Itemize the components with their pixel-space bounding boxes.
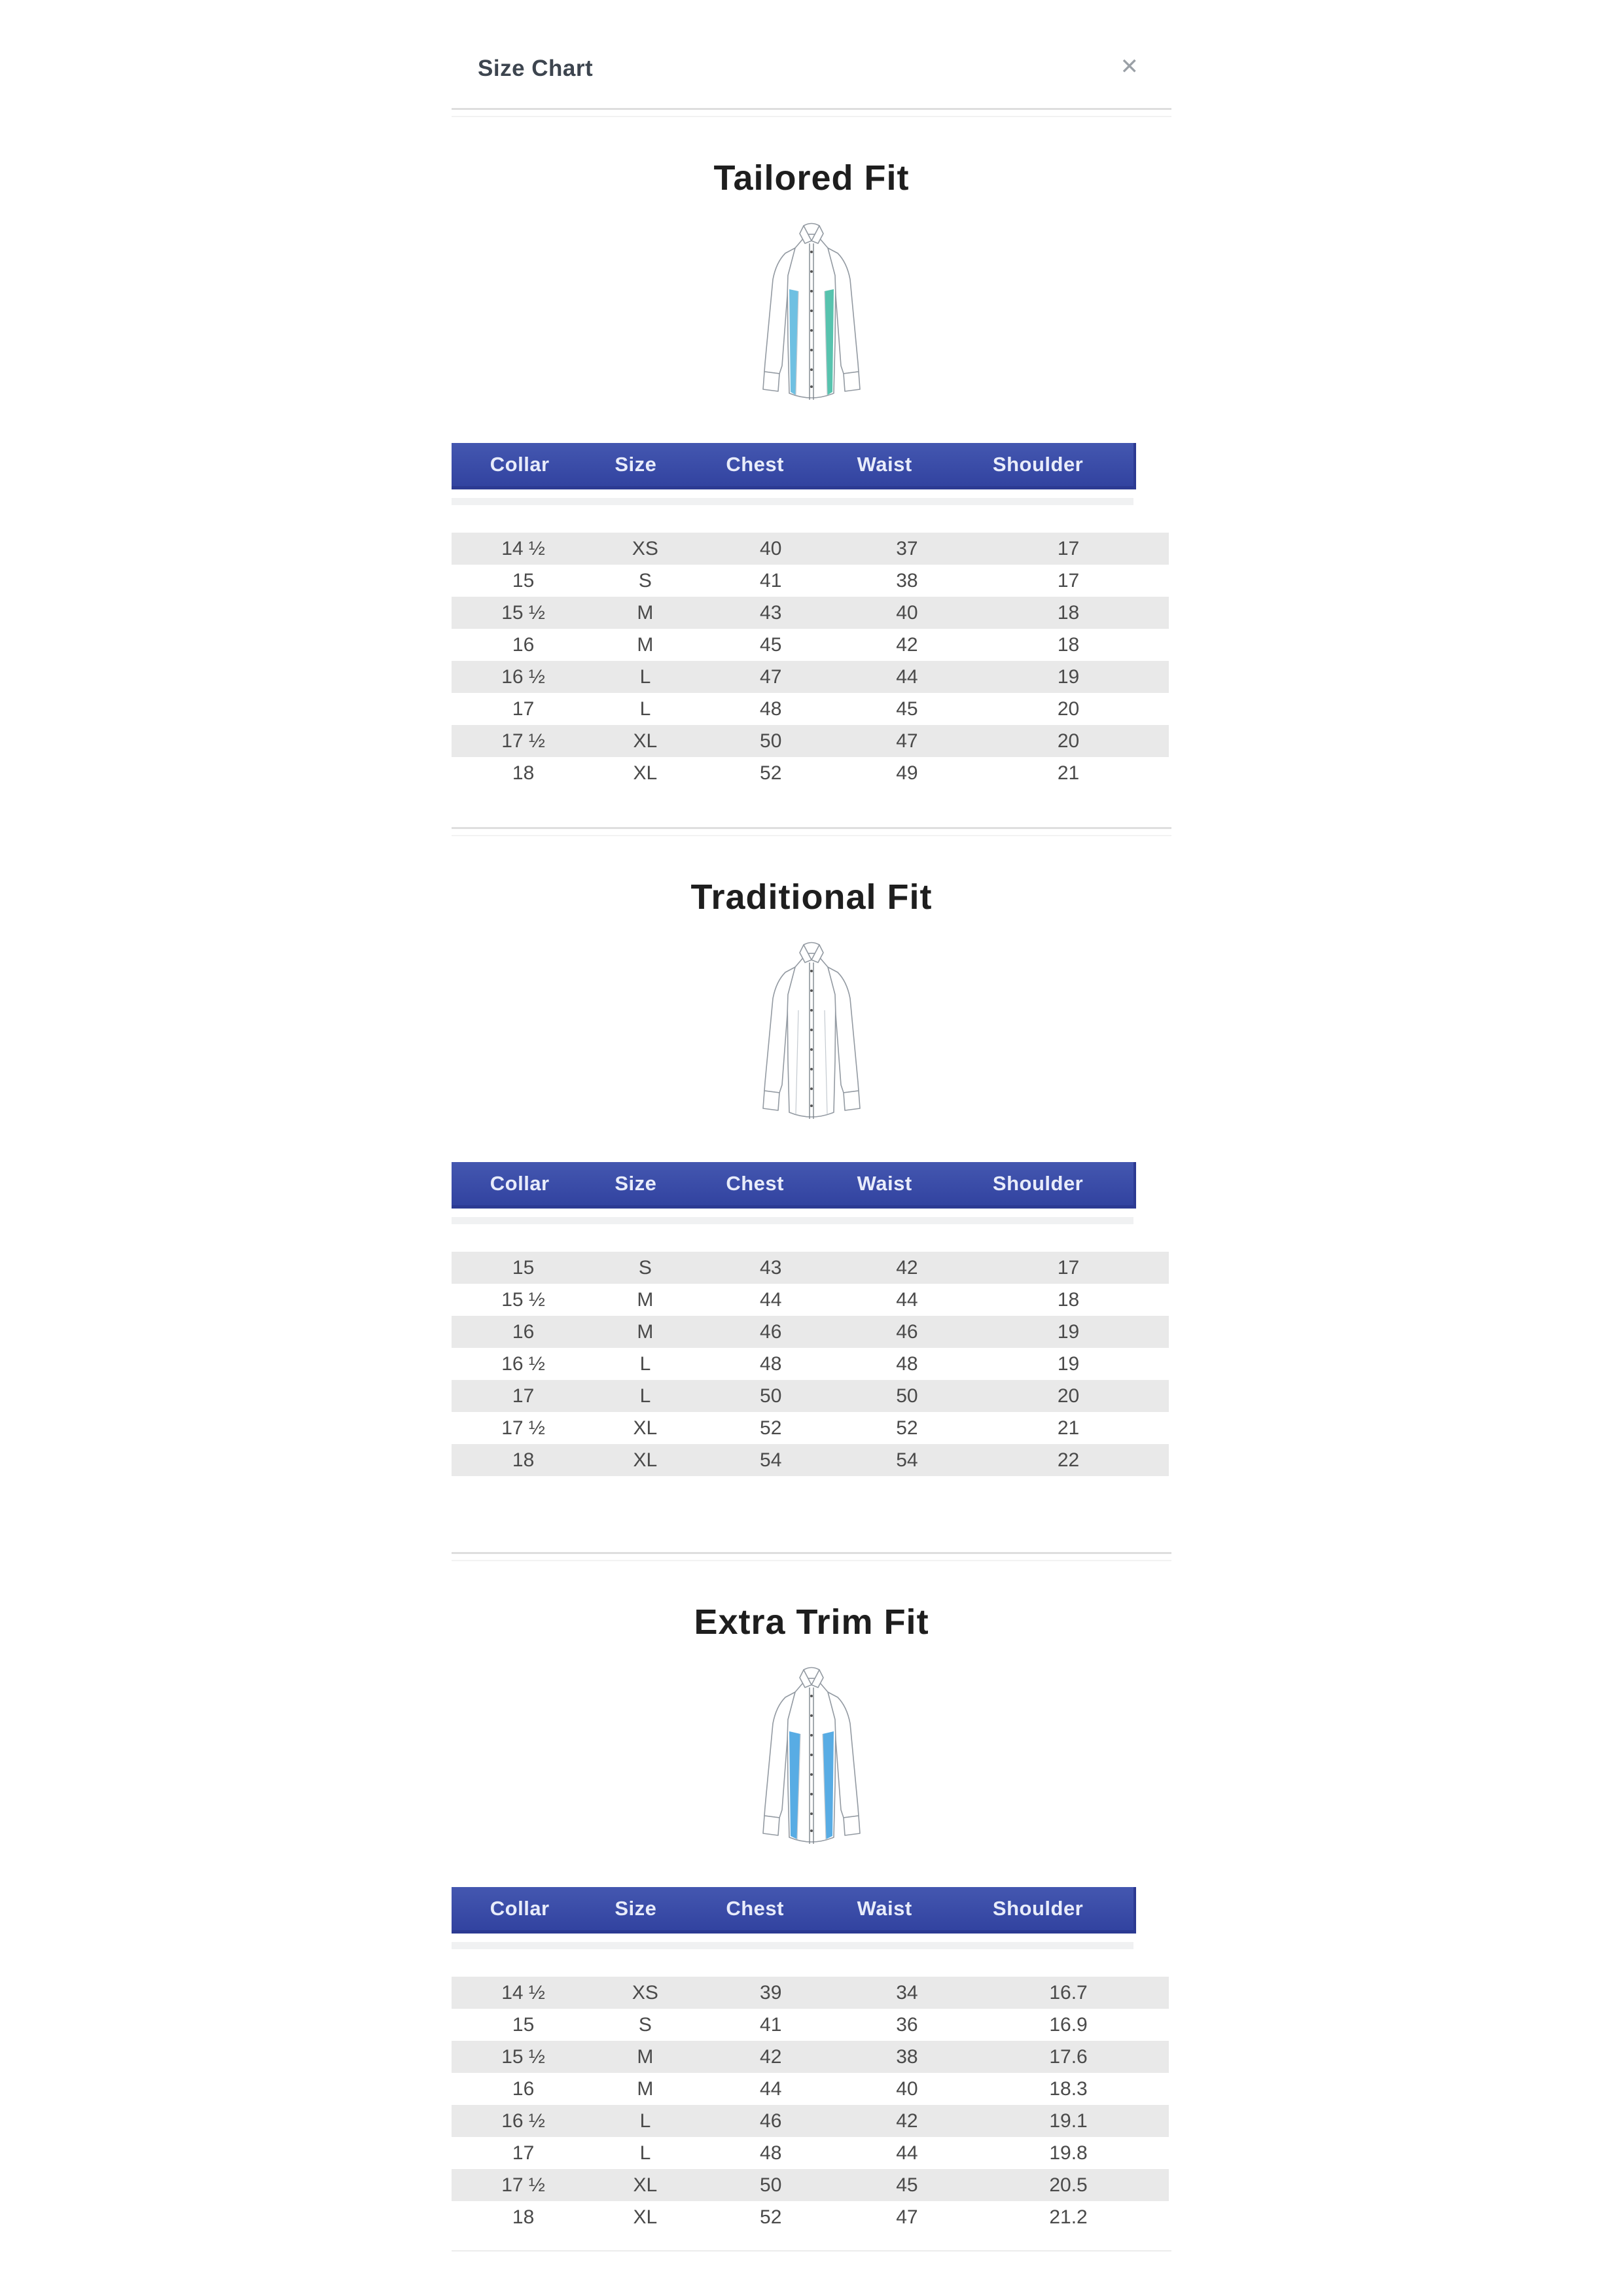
cell-collar: 15 xyxy=(512,1256,535,1279)
table-header-row xyxy=(452,1162,1136,1209)
column-header-size: Size xyxy=(615,453,657,476)
cell-shoulder: 17 xyxy=(1057,569,1080,592)
cell-waist: 40 xyxy=(896,2077,918,2100)
cell-collar: 17 ½ xyxy=(501,730,545,752)
cell-collar: 15 xyxy=(512,569,535,592)
table-row xyxy=(452,2169,1169,2201)
column-header-collar: Collar xyxy=(490,1172,550,1195)
cell-waist: 38 xyxy=(896,2045,918,2068)
table-row xyxy=(452,1380,1169,1412)
cell-chest: 48 xyxy=(760,1352,782,1375)
cell-collar: 16 ½ xyxy=(501,2110,545,2132)
column-header-shoulder: Shoulder xyxy=(992,453,1084,476)
cell-waist: 45 xyxy=(896,698,918,720)
header-divider xyxy=(452,108,1171,117)
modal-header xyxy=(452,56,1171,82)
cell-chest: 41 xyxy=(760,569,782,592)
cell-collar: 17 ½ xyxy=(501,1417,545,1439)
cell-size: M xyxy=(637,2077,654,2100)
extra-trim-fit-table xyxy=(452,1887,1171,2233)
cell-waist: 44 xyxy=(896,2142,918,2164)
cell-shoulder: 19 xyxy=(1057,1352,1080,1375)
cell-chest: 46 xyxy=(760,1320,782,1343)
cell-chest: 44 xyxy=(760,2077,782,2100)
cell-size: L xyxy=(639,665,651,688)
section-divider xyxy=(452,827,1171,836)
section-title: Tailored Fit xyxy=(713,158,910,198)
cell-waist: 47 xyxy=(896,730,918,752)
column-header-waist: Waist xyxy=(857,1897,912,1920)
modal-title: Size Chart xyxy=(478,56,594,81)
cell-collar: 17 xyxy=(512,698,535,720)
cell-collar: 15 xyxy=(512,2013,535,2036)
cell-shoulder: 21.2 xyxy=(1049,2206,1088,2228)
cell-chest: 43 xyxy=(760,601,782,624)
cell-chest: 54 xyxy=(760,1449,782,1471)
table-header-shadow-band xyxy=(452,498,1133,505)
cell-waist: 45 xyxy=(896,2174,918,2196)
table-row xyxy=(452,629,1169,661)
cell-waist: 50 xyxy=(896,1385,918,1407)
cell-shoulder: 16.7 xyxy=(1049,1981,1088,2004)
cell-waist: 46 xyxy=(896,1320,918,1343)
cell-collar: 15 ½ xyxy=(501,601,545,624)
table-row xyxy=(452,2137,1169,2169)
cell-chest: 48 xyxy=(760,2142,782,2164)
extra-trim-fit-shirt-illustration xyxy=(726,1658,897,1854)
table-row xyxy=(452,1412,1169,1444)
column-header-chest: Chest xyxy=(726,1897,784,1920)
table-header-row xyxy=(452,443,1136,489)
traditional-fit-table xyxy=(452,1162,1171,1476)
table-row xyxy=(452,1284,1169,1316)
table-row xyxy=(452,661,1169,693)
column-header-waist: Waist xyxy=(857,1172,912,1195)
column-header-waist: Waist xyxy=(857,453,912,476)
cell-collar: 17 xyxy=(512,1385,535,1407)
cell-chest: 46 xyxy=(760,2110,782,2132)
cell-shoulder: 19 xyxy=(1057,665,1080,688)
cell-collar: 14 ½ xyxy=(501,1981,545,2004)
table-row xyxy=(452,597,1169,629)
cell-size: L xyxy=(639,2110,651,2132)
table-row xyxy=(452,1252,1169,1284)
cell-size: M xyxy=(637,633,654,656)
table-row xyxy=(452,2201,1169,2233)
column-header-chest: Chest xyxy=(726,453,784,476)
cell-size: S xyxy=(638,1256,652,1279)
table-header-row xyxy=(452,1887,1136,1934)
cell-collar: 14 ½ xyxy=(501,537,545,559)
cell-waist: 52 xyxy=(896,1417,918,1439)
cell-chest: 48 xyxy=(760,698,782,720)
cell-size: M xyxy=(637,2045,654,2068)
cell-chest: 44 xyxy=(760,1288,782,1311)
section-title: Traditional Fit xyxy=(690,877,933,917)
cell-chest: 42 xyxy=(760,2045,782,2068)
cell-waist: 49 xyxy=(896,762,918,784)
column-header-collar: Collar xyxy=(490,1897,550,1920)
cell-size: XL xyxy=(633,762,658,784)
cell-waist: 37 xyxy=(896,537,918,559)
cell-size: L xyxy=(639,2142,651,2164)
section-traditional-fit xyxy=(452,877,1171,1476)
section-title: Extra Trim Fit xyxy=(694,1602,929,1642)
cell-chest: 52 xyxy=(760,1417,782,1439)
table-row xyxy=(452,2009,1169,2041)
cell-shoulder: 16.9 xyxy=(1049,2013,1088,2036)
cell-shoulder: 18.3 xyxy=(1049,2077,1088,2100)
cell-collar: 16 xyxy=(512,2077,535,2100)
table-body xyxy=(452,533,1171,789)
cell-size: L xyxy=(639,698,651,720)
cell-waist: 34 xyxy=(896,1981,918,2004)
cell-chest: 52 xyxy=(760,2206,782,2228)
cell-shoulder: 19.1 xyxy=(1049,2110,1088,2132)
tailored-fit-table xyxy=(452,443,1171,789)
tailored-fit-shirt-illustration xyxy=(726,214,897,410)
table-row xyxy=(452,2041,1169,2073)
cell-chest: 40 xyxy=(760,537,782,559)
cell-size: XS xyxy=(632,1981,658,2004)
cell-waist: 42 xyxy=(896,633,918,656)
cell-size: XL xyxy=(633,1449,658,1471)
cell-waist: 47 xyxy=(896,2206,918,2228)
cell-collar: 16 xyxy=(512,633,535,656)
table-body xyxy=(452,1252,1171,1476)
cell-waist: 44 xyxy=(896,1288,918,1311)
cell-size: XL xyxy=(633,730,658,752)
cell-shoulder: 22 xyxy=(1057,1449,1080,1471)
bottom-divider xyxy=(452,2250,1171,2257)
cell-size: L xyxy=(639,1385,651,1407)
column-header-chest: Chest xyxy=(726,1172,784,1195)
column-header-size: Size xyxy=(615,1172,657,1195)
cell-size: L xyxy=(639,1352,651,1375)
cell-shoulder: 21 xyxy=(1057,762,1080,784)
cell-size: XL xyxy=(633,2206,658,2228)
cell-shoulder: 19 xyxy=(1057,1320,1080,1343)
cell-shoulder: 17 xyxy=(1057,537,1080,559)
cell-shoulder: 19.8 xyxy=(1049,2142,1088,2164)
traditional-fit-shirt-illustration xyxy=(726,933,897,1129)
close-button[interactable] xyxy=(1120,56,1139,78)
column-header-shoulder: Shoulder xyxy=(992,1897,1084,1920)
cell-chest: 52 xyxy=(760,762,782,784)
table-header-shadow-band xyxy=(452,1942,1133,1949)
cell-size: XL xyxy=(633,2174,658,2196)
cell-collar: 17 xyxy=(512,2142,535,2164)
cell-waist: 54 xyxy=(896,1449,918,1471)
cell-chest: 47 xyxy=(760,665,782,688)
table-row xyxy=(452,725,1169,757)
cell-waist: 38 xyxy=(896,569,918,592)
cell-chest: 45 xyxy=(760,633,782,656)
column-header-shoulder: Shoulder xyxy=(992,1172,1084,1195)
table-row xyxy=(452,533,1169,565)
cell-size: S xyxy=(638,569,652,592)
cell-size: S xyxy=(638,2013,652,2036)
table-row xyxy=(452,757,1169,789)
close-icon: ✕ xyxy=(1120,54,1139,79)
cell-collar: 17 ½ xyxy=(501,2174,545,2196)
cell-chest: 39 xyxy=(760,1981,782,2004)
table-row xyxy=(452,2105,1169,2137)
cell-shoulder: 20.5 xyxy=(1049,2174,1088,2196)
table-body xyxy=(452,1977,1171,2233)
cell-chest: 50 xyxy=(760,1385,782,1407)
cell-collar: 15 ½ xyxy=(501,2045,545,2068)
cell-chest: 43 xyxy=(760,1256,782,1279)
table-row xyxy=(452,1348,1169,1380)
cell-shoulder: 18 xyxy=(1057,1288,1080,1311)
cell-shoulder: 18 xyxy=(1057,601,1080,624)
cell-shoulder: 17 xyxy=(1057,1256,1080,1279)
cell-collar: 16 ½ xyxy=(501,1352,545,1375)
cell-size: M xyxy=(637,601,654,624)
cell-collar: 16 ½ xyxy=(501,665,545,688)
cell-chest: 41 xyxy=(760,2013,782,2036)
cell-waist: 44 xyxy=(896,665,918,688)
cell-chest: 50 xyxy=(760,2174,782,2196)
table-row xyxy=(452,1444,1169,1476)
size-chart-modal xyxy=(452,56,1171,2257)
column-header-size: Size xyxy=(615,1897,657,1920)
cell-collar: 16 xyxy=(512,1320,535,1343)
cell-waist: 48 xyxy=(896,1352,918,1375)
cell-shoulder: 18 xyxy=(1057,633,1080,656)
cell-size: XS xyxy=(632,537,658,559)
cell-size: M xyxy=(637,1288,654,1311)
table-row xyxy=(452,1977,1169,2009)
cell-waist: 42 xyxy=(896,2110,918,2132)
cell-shoulder: 20 xyxy=(1057,1385,1080,1407)
cell-shoulder: 21 xyxy=(1057,1417,1080,1439)
section-divider xyxy=(452,1552,1171,1561)
table-row xyxy=(452,693,1169,725)
cell-collar: 18 xyxy=(512,762,535,784)
cell-collar: 18 xyxy=(512,1449,535,1471)
cell-shoulder: 20 xyxy=(1057,698,1080,720)
cell-collar: 15 ½ xyxy=(501,1288,545,1311)
table-row xyxy=(452,1316,1169,1348)
cell-shoulder: 20 xyxy=(1057,730,1080,752)
table-header-shadow-band xyxy=(452,1217,1133,1224)
section-tailored-fit xyxy=(452,158,1171,789)
table-row xyxy=(452,565,1169,597)
column-header-collar: Collar xyxy=(490,453,550,476)
cell-waist: 42 xyxy=(896,1256,918,1279)
cell-size: M xyxy=(637,1320,654,1343)
cell-shoulder: 17.6 xyxy=(1049,2045,1088,2068)
section-extra-trim-fit xyxy=(452,1602,1171,2233)
cell-waist: 36 xyxy=(896,2013,918,2036)
cell-waist: 40 xyxy=(896,601,918,624)
cell-collar: 18 xyxy=(512,2206,535,2228)
cell-size: XL xyxy=(633,1417,658,1439)
table-row xyxy=(452,2073,1169,2105)
cell-chest: 50 xyxy=(760,730,782,752)
